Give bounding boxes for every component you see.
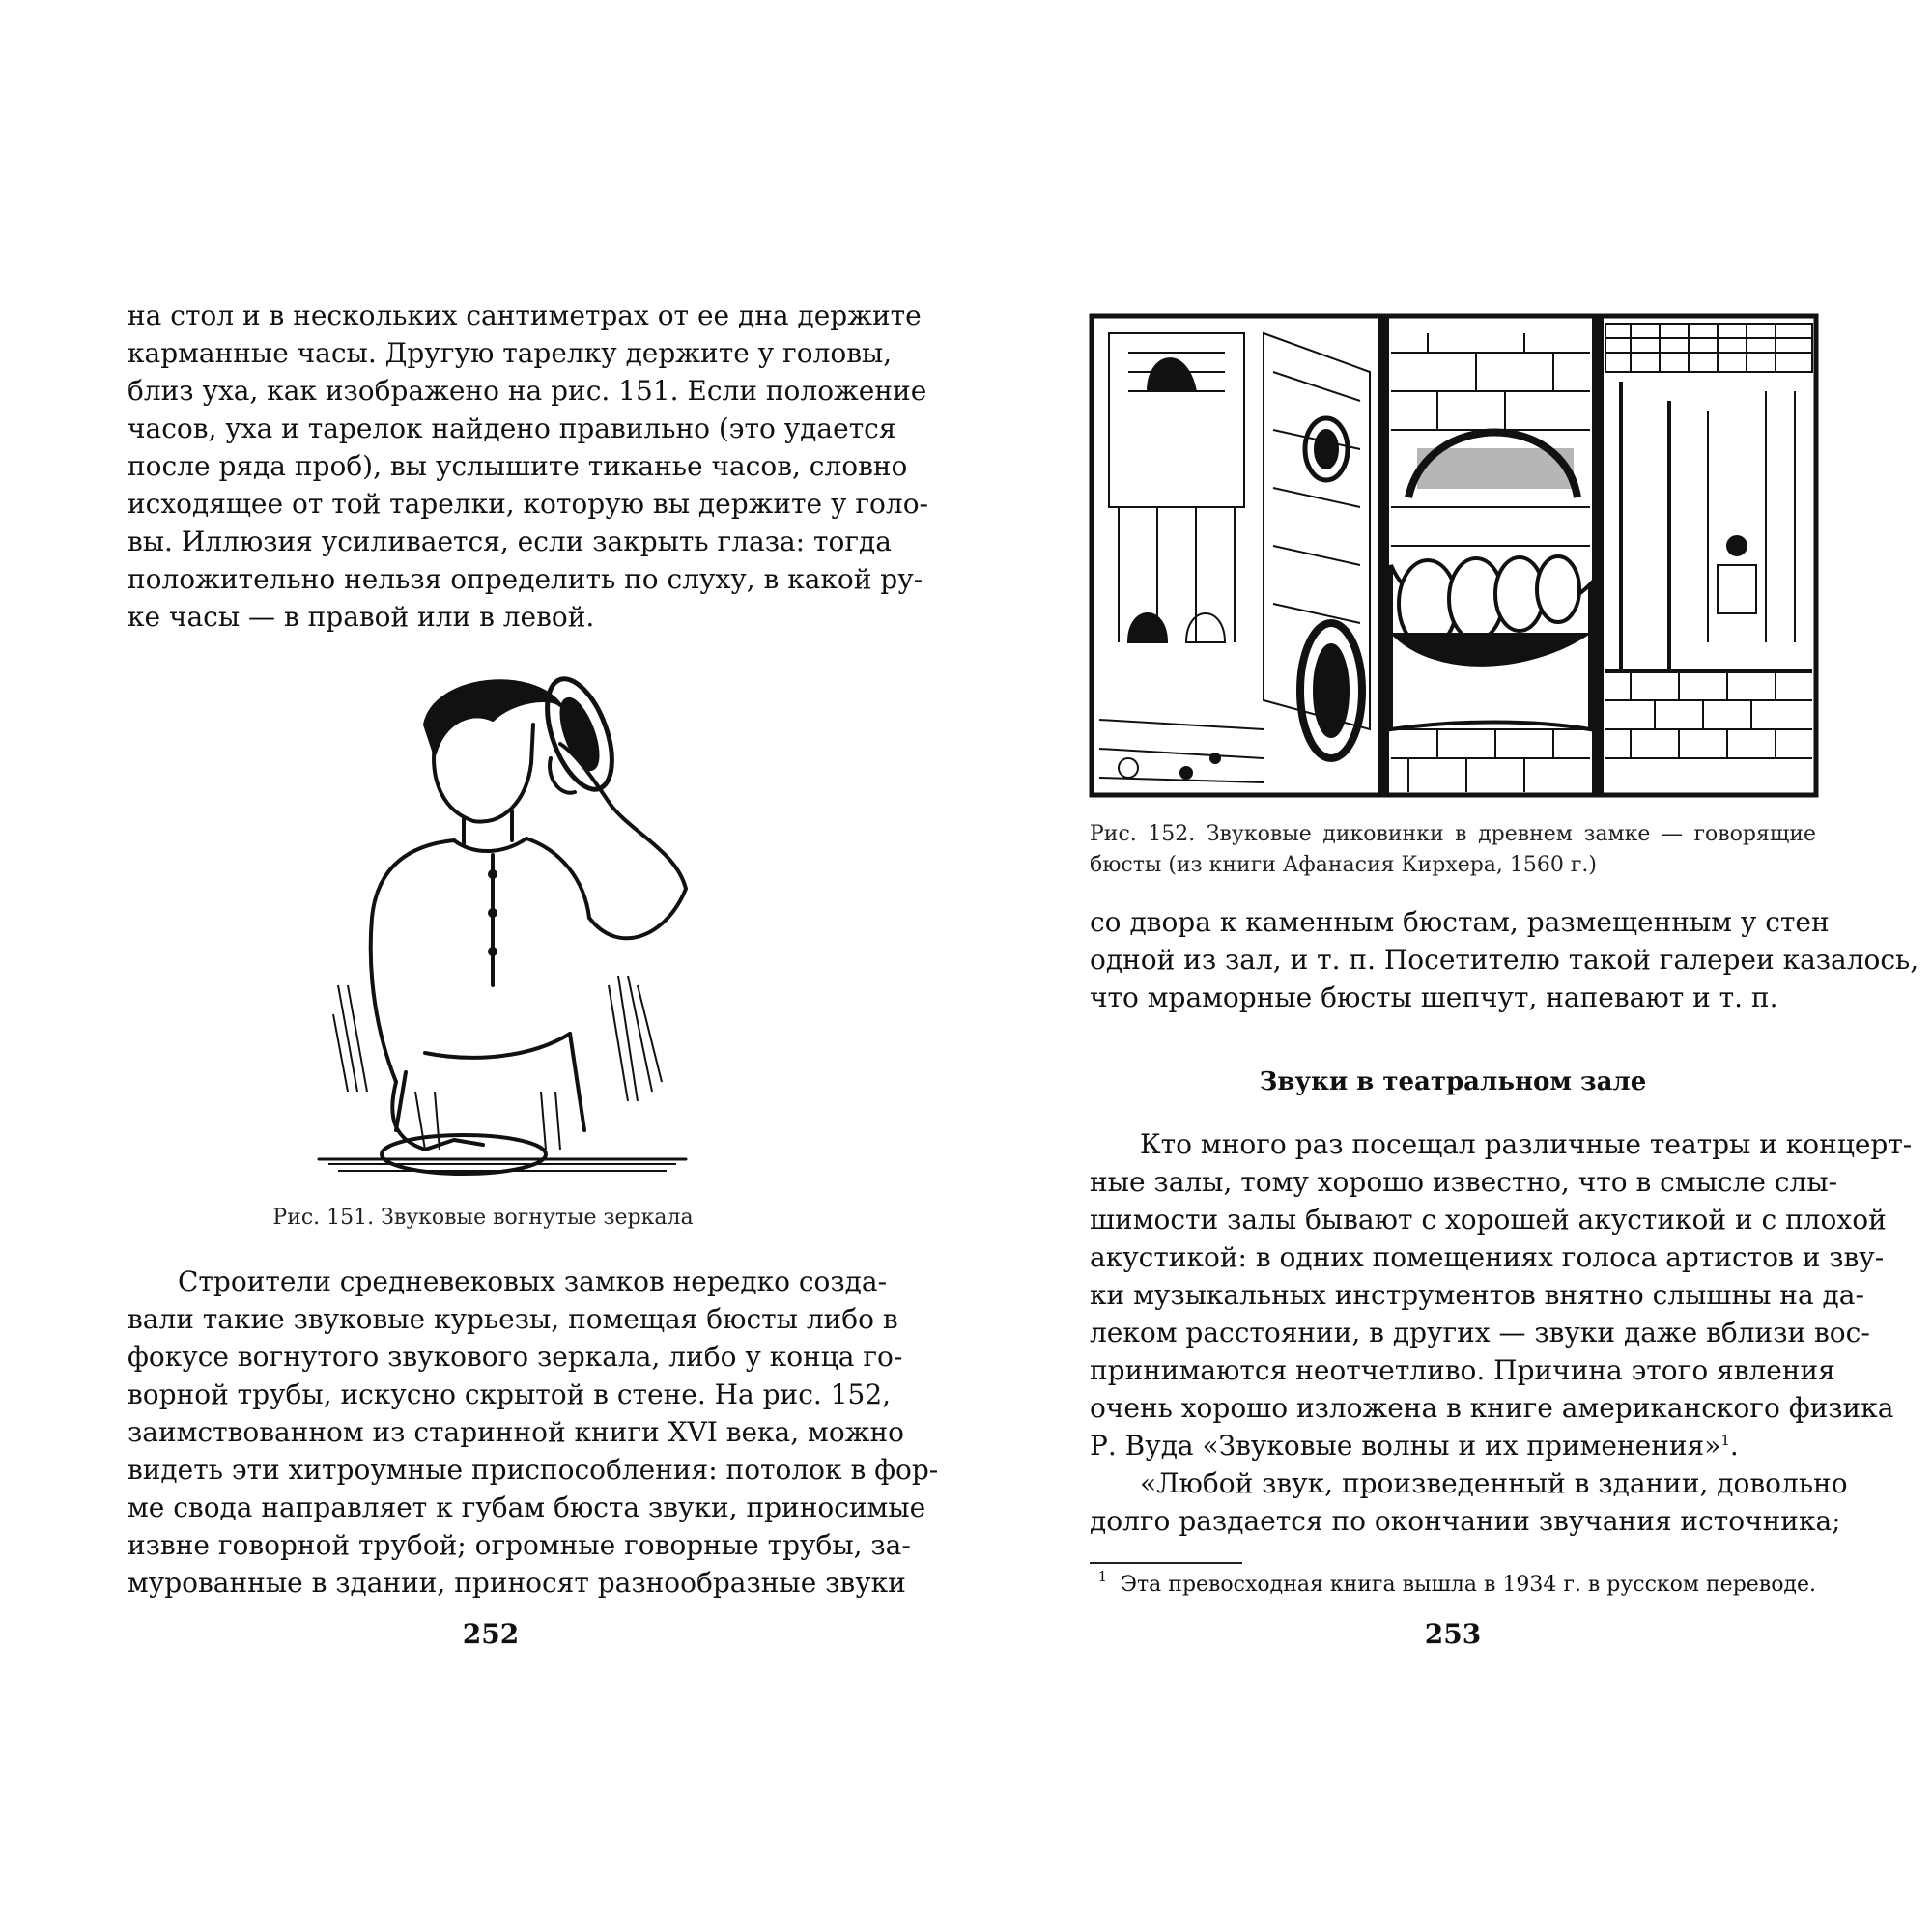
right-paragraph-2: [1090, 1464, 1848, 1540]
text-line: одной из зал, и т. п. Посетителю такой галереи казалось,: [1090, 944, 1919, 976]
text-line: Строители средневековых замков нередко созда-: [178, 1265, 888, 1297]
caption-line: Рис. 152. Звуковые диковинки в древнем замке — говорящие: [1090, 822, 1816, 846]
text-line: ворной трубы, искусно скрытой в стене. На рис. 152,: [128, 1378, 892, 1410]
text-line: очень хорошо изложена в книге американского физика: [1090, 1392, 1894, 1424]
text-line: Кто много раз посещал различные театры и концерт-: [1140, 1128, 1913, 1160]
caption-line: бюсты (из книги Афанасия Кирхера, 1560 г.): [1090, 853, 1597, 877]
section-heading: Звуки в театральном зале: [1259, 1067, 1647, 1096]
text-line: мурованные в здании, приносят разнообразные звуки: [128, 1567, 906, 1599]
text-line: заимствованном из старинной книги XVI века, можно: [128, 1416, 904, 1448]
text-line: принимаются неотчетливо. Причина этого явления: [1090, 1354, 1835, 1386]
text-line: [1090, 1427, 1816, 1464]
footnote-mark: 1: [1097, 1568, 1108, 1585]
text-line: часов, уха и тарелок найдено правильно (это удается: [128, 412, 896, 444]
figure-152-caption: [1090, 819, 1816, 881]
text-line: леком расстоянии, в других — звуки даже вблизи вос-: [1090, 1317, 1870, 1349]
text-line: акустикой: в одних помещениях голоса артистов и зву-: [1090, 1241, 1885, 1273]
text-line: что мраморные бюсты шепчут, напевают и т. п.: [1090, 981, 1778, 1013]
text-line: карманные часы. Другую тарелку держите у головы,: [128, 337, 893, 369]
left-top-paragraph: [128, 297, 929, 636]
text-line: извне говорной трубой; огромные говорные трубы, за-: [128, 1529, 911, 1561]
text-line: «Любой звук, произведенный в здании, довольно: [1140, 1467, 1848, 1499]
text-line: вы. Иллюзия усиливается, если закрыть глаза: тогда: [128, 526, 892, 557]
text-line: ки музыкальных инструментов внятно слышны на да-: [1090, 1279, 1864, 1311]
footnote-ref[interactable]: 1: [1720, 1432, 1730, 1449]
text-line: ме свода направляет к губам бюста звуки, приносимые: [128, 1492, 926, 1523]
footnote-text: Эта превосходная книга вышла в 1934 г. в русском переводе.: [1121, 1573, 1816, 1597]
left-bottom-paragraph: [128, 1263, 939, 1602]
text-line: со двора к каменным бюстам, размещенным у стен: [1090, 906, 1830, 938]
footnote-divider: [1090, 1562, 1242, 1564]
text-fragment: Р. Вуда «Звуковые волны и их применения»: [1090, 1430, 1721, 1462]
text-fragment: .: [1729, 1430, 1739, 1462]
page-number: 252: [462, 1618, 520, 1650]
text-line: вали такие звуковые курьезы, помещая бюсты либо в: [128, 1303, 898, 1335]
text-line: видеть эти хитроумные приспособления: потолок в фор-: [128, 1454, 939, 1486]
figure-151-illustration: [319, 667, 686, 1179]
text-line: ные залы, тому хорошо известно, что в смысле слы-: [1090, 1166, 1838, 1198]
text-line: долго раздается по окончании звучания источника;: [1090, 1505, 1841, 1537]
page-number: 253: [1424, 1618, 1482, 1650]
text-line: шимости залы бывают с хорошей акустикой и с плохой: [1090, 1204, 1887, 1236]
text-line: на стол и в нескольких сантиметрах от ее дна держите: [128, 299, 922, 331]
text-line: фокусе вогнутого звукового зеркала, либо у конца го-: [128, 1341, 903, 1373]
right-paragraph-1: [1090, 1125, 1913, 1464]
figure-151-caption: Рис. 151. Звуковые вогнутые зеркала: [272, 1206, 694, 1230]
text-line: положительно нельзя определить по слуху, в какой ру-: [128, 563, 923, 595]
footnote: [1090, 1570, 1816, 1601]
text-line: ке часы — в правой или в левой.: [128, 601, 595, 633]
text-line: близ уха, как изображено на рис. 151. Если положение: [128, 375, 927, 407]
right-page: [966, 0, 1932, 1932]
figure-152-illustration: [1090, 314, 1818, 797]
right-top-paragraph: [1090, 903, 1919, 1016]
text-line: после ряда проб), вы услышите тиканье часов, словно: [128, 450, 908, 482]
text-line: исходящее от той тарелки, которую вы держите у голо-: [128, 488, 929, 520]
